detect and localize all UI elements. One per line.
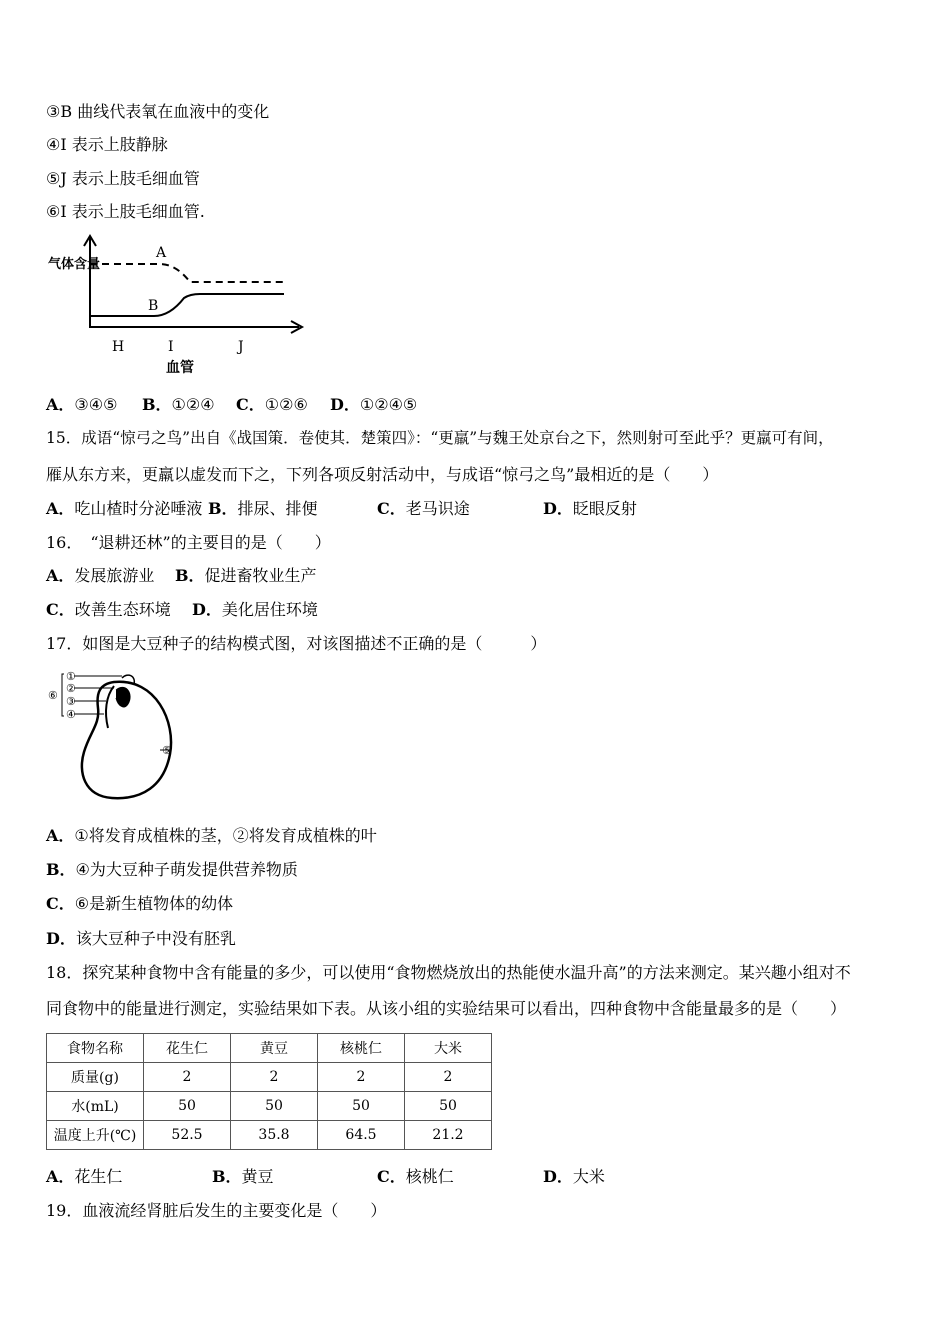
table-cell: 50	[144, 1092, 231, 1121]
table-cell: 35.8	[231, 1121, 318, 1150]
table-cell: 温度上升(℃)	[47, 1121, 144, 1150]
q18-option-a[interactable]: A．花生仁	[46, 1167, 123, 1186]
table-header-row	[47, 1034, 492, 1063]
q17-option-a[interactable]: A．①将发育成植株的茎，②将发育成植株的叶	[46, 826, 377, 845]
q14-option-d[interactable]: D．①②④⑤	[330, 395, 418, 414]
q18-stem-line2: 同食物中的能量进行测定，实验结果如下表。从该小组的实验结果可以看出，四种食物中含能量最多的是（ ）	[46, 999, 847, 1018]
y-axis-label: 气体含量	[48, 257, 101, 272]
x-tick-h: H	[112, 339, 125, 355]
q15-option-d[interactable]: D．眨眼反射	[543, 499, 637, 518]
q16-option-a[interactable]: A．发展旅游业	[46, 566, 155, 585]
table-cell: 水(mL)	[47, 1092, 144, 1121]
q14-option-c[interactable]: C．①②⑥	[236, 395, 308, 414]
curve-b	[90, 294, 284, 316]
q16-option-d[interactable]: D．美化居住环境	[192, 600, 318, 619]
table-cell: 50	[405, 1092, 492, 1121]
q17-option-c[interactable]: C．⑥是新生植物体的幼体	[46, 894, 234, 913]
table-cell: 质量(g)	[47, 1063, 144, 1092]
q18-stem-line1: 18．探究某种食物中含有能量的多少，可以使用“食物燃烧放出的热能使水温升高”的方法来测定。某兴趣小组对不	[46, 963, 851, 982]
x-axis-label: 血管	[166, 360, 194, 376]
q16-stem: 16． “退耕还林”的主要目的是（ ）	[46, 533, 331, 552]
table-header-cell: 核桃仁	[318, 1034, 405, 1063]
table-header-cell: 食物名称	[47, 1034, 144, 1063]
table-cell: 2	[405, 1063, 492, 1092]
q15-stem-line2: 雁从东方来，更羸以虚发而下之，下列各项反射活动中，与成语“惊弓之鸟”最相近的是（ ）	[46, 465, 719, 484]
curve-a	[90, 264, 284, 282]
q14-option-a[interactable]: A．③④⑤	[46, 395, 118, 414]
q15-option-c[interactable]: C．老马识途	[377, 499, 470, 518]
table-cell: 2	[318, 1063, 405, 1092]
q15-option-b[interactable]: B．排尿、排便	[208, 499, 318, 518]
q17-option-b[interactable]: B．④为大豆种子萌发提供营养物质	[46, 860, 298, 879]
q18-option-c[interactable]: C．核桃仁	[377, 1167, 454, 1186]
q17-option-d[interactable]: D．该大豆种子中没有胚乳	[46, 929, 236, 948]
label-2: ②	[66, 682, 76, 695]
bracket-6	[62, 674, 64, 716]
gas-content-graph	[44, 230, 314, 380]
table-header-cell: 大米	[405, 1034, 492, 1063]
x-tick-i: I	[168, 339, 174, 355]
label-6: ⑥	[48, 689, 58, 702]
table-row	[47, 1063, 492, 1092]
table-row	[47, 1121, 492, 1150]
table-cell: 52.5	[144, 1121, 231, 1150]
q15-option-a[interactable]: A．吃山楂时分泌唾液	[46, 499, 203, 518]
soybean-seed-diagram	[44, 664, 184, 806]
table-cell: 21.2	[405, 1121, 492, 1150]
q14-option-b[interactable]: B．①②④	[142, 395, 215, 414]
table-row	[47, 1092, 492, 1121]
label-5: ⑤	[162, 744, 172, 757]
table-cell: 2	[231, 1063, 318, 1092]
x-tick-j: J	[238, 339, 244, 355]
q16-option-b[interactable]: B．促进畜牧业生产	[175, 566, 317, 585]
q14-item-3: ③B 曲线代表氧在血液中的变化	[46, 102, 270, 121]
label-4: ④	[66, 708, 76, 721]
q16-option-c[interactable]: C．改善生态环境	[46, 600, 171, 619]
q14-item-4: ④I 表示上肢静脉	[46, 135, 168, 154]
table-cell: 2	[144, 1063, 231, 1092]
seed-plumule	[116, 687, 130, 707]
q15-stem-line1: 15．成语“惊弓之鸟”出自《战国策．卷使其．楚策四》：“更羸”与魏王处京台之下，然则射可至此乎？更羸可有间，	[46, 429, 834, 447]
table-header-cell: 黄豆	[231, 1034, 318, 1063]
q19-stem: 19．血液流经肾脏后发生的主要变化是（ ）	[46, 1201, 387, 1220]
curve-a-label: A	[156, 245, 167, 261]
q14-item-5: ⑤J 表示上肢毛细血管	[46, 169, 200, 188]
label-1: ①	[66, 670, 76, 683]
table-cell: 64.5	[318, 1121, 405, 1150]
label-3: ③	[66, 695, 76, 708]
q14-item-6: ⑥I 表示上肢毛细血管.	[46, 202, 205, 221]
food-energy-table	[46, 1033, 492, 1150]
q17-stem: 17．如图是大豆种子的结构模式图，对该图描述不正确的是（ ）	[46, 634, 547, 653]
q18-option-b[interactable]: B．黄豆	[212, 1167, 274, 1186]
q18-option-d[interactable]: D．大米	[543, 1167, 605, 1186]
table-cell: 50	[318, 1092, 405, 1121]
table-cell: 50	[231, 1092, 318, 1121]
curve-b-label: B	[148, 298, 159, 314]
seed-embryo-axis	[106, 686, 114, 728]
table-header-cell: 花生仁	[144, 1034, 231, 1063]
